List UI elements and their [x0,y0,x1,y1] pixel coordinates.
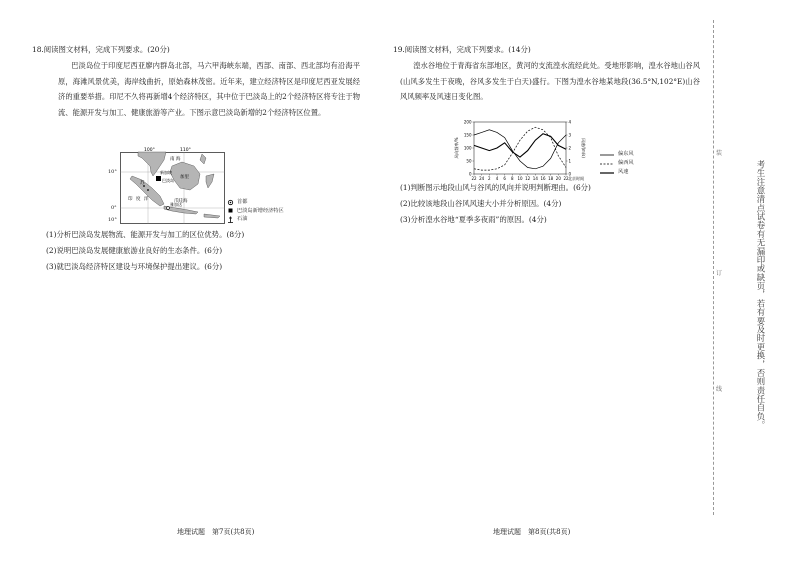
x-tick-label: 10 [517,176,523,181]
map-legend [227,198,284,224]
y-tick-label: 150 [463,132,472,138]
q19-question-1: (1)判断图示地段山风与谷风的风向并说明判断理由。(6分) [400,183,591,192]
legend-zone-label: 巴淡岛新增经济特区 [237,207,284,214]
y2-tick-label: 0 [568,171,572,177]
y2-tick-label: 3 [568,132,572,138]
q18-question-1: (1)分析巴淡岛发展物流、能源开发与加工的区位优势。(8分) [46,230,245,239]
map-label-lon100: 100° [144,148,155,153]
x-axis-label: 北京时间 [568,176,584,181]
map-label-du: 度 [136,197,141,202]
x-tick-label: 8 [511,176,514,181]
series-line-0 [474,130,566,169]
legend-wind-speed [600,168,634,177]
y-axis-label: 风向频率/% [454,137,459,159]
map-label-lat10: 10° [108,169,117,175]
x-tick-label: 12 [525,176,531,181]
legend-east-wind [600,150,634,159]
legend-east-wind-swatch [600,153,614,157]
q18-question-3: (3)就巴淡岛经济特区建设与环境保护提出建议。(6分) [46,262,223,271]
map-label-batam: 巴淡岛 [162,178,174,183]
batam-location-map [120,148,225,224]
legend-oil [227,215,284,224]
binding-label-xian: 线 [715,386,722,393]
x-tick-label: 16 [540,176,546,181]
map-label-java: 爪哇海 [174,199,188,204]
x-tick-label: 22 [563,176,569,181]
map-label-lat0: 0° [111,205,117,211]
y-tick-label: 100 [463,145,472,151]
y2-tick-label: 4 [568,119,572,125]
exam-notice: 考生注意清点试卷有无漏印或缺页，若有要及时更换，否则责任自负。 [756,160,766,430]
q18-heading: 18.阅读图文材料，完成下列要求。(20分) [32,45,170,54]
legend-west-wind-label: 偏西风 [618,160,634,166]
map-label-yin: 印 [128,197,133,202]
map-label-jakarta: 雅加达 [170,202,182,207]
legend-wind-speed-swatch [600,171,614,175]
legend-oil-label: 石油 [237,216,248,222]
y2-axis-label: 风速/(m/s) [581,138,586,158]
map-label-sea-south2: 海 [176,157,181,162]
map-label-ocean: 洋 [144,197,149,202]
legend-east-wind-label: 偏东风 [618,151,634,157]
legend-capital [227,198,284,207]
legend-capital-label: 首都 [237,199,248,205]
oil-marker-2 [147,189,149,191]
y-tick-label: 200 [463,119,472,125]
legend-zone [227,207,284,216]
y-tick-label: 50 [466,158,472,164]
x-tick-label: 20 [555,176,561,181]
map-label-kali: 加里 [180,175,189,180]
x-tick-label: 4 [495,176,499,181]
y-tick-label: 0 [468,171,472,177]
x-tick-label: 24 [479,176,485,181]
y2-tick-label: 2 [568,145,572,151]
map-label-su: 苏 [140,181,145,186]
map-label-lat10s: 10° [108,217,117,223]
oil-icon [227,216,234,223]
x-tick-label: 14 [532,176,538,181]
q19-heading: 19.阅读图文材料，完成下列要求。(14分) [393,45,531,54]
x-tick-label: 18 [548,176,554,181]
chart-plot-frame [474,122,566,174]
footer-right: 地理试题 第8页(共8页) [493,528,571,536]
legend-west-wind-swatch [600,162,614,166]
q19-paragraph: 湟水谷地位于青海省东部地区，黄河的支流湟水流经此处。受地形影响，湟水谷地山谷风(山风多发生于夜晚，谷风多发生于白天)盛行。下图为湟水谷地某地段(36.5°N,102°E)山谷风风频率及风速日变化图。 [400,61,700,101]
binding-line [713,20,714,515]
binding-label-ding: 订 [715,270,722,277]
x-tick-label: 22 [471,176,477,181]
q18-paragraph: 巴淡岛位于印度尼西亚廖内群岛北部，马六甲海峡东端，西部、南部、西北部均有沿海平原，海滩风景优美，海岸线曲折，原始森林茂密。近年来，建立经济特区是印度尼西亚发展经济的重要举措。印尼不久将再新增4个经济特区，其中位于巴淡岛上的2个经济特区将专注于物流、能源开发与加工、健康旅游等产业。下图示意巴淡岛新增的2个经济特区位置。 [58,61,360,117]
series-line-2 [474,134,566,157]
legend-wind-speed-label: 风速 [618,169,629,175]
binding-label-zhuang: 装 [715,150,722,157]
legend-west-wind [600,159,634,168]
zone-icon [227,207,234,214]
map-label-lon110: 110° [180,148,191,153]
x-tick-label: 6 [503,176,506,181]
footer-left: 地理试题 第7页(共8页) [177,528,255,536]
map-label-singapore: 新加坡 [160,170,172,175]
chart-legend [600,150,634,177]
q19-question-2: (2)比较该地段山谷风风速大小并分析原因。(4分) [400,199,562,208]
y2-tick-label: 1 [568,158,572,164]
map-label-sea-south: 南 [170,157,175,162]
series-line-1 [474,127,566,170]
q19-question-3: (3)分析湟水谷地“夏季多夜雨”的原因。(4分) [400,215,547,224]
x-tick-label: 2 [488,176,491,181]
capital-icon [227,199,234,206]
q18-question-2: (2)说明巴淡岛发展健康旅游业良好的生态条件。(6分) [46,246,223,255]
capital-marker [167,207,170,210]
batam-zone-marker [156,176,161,181]
